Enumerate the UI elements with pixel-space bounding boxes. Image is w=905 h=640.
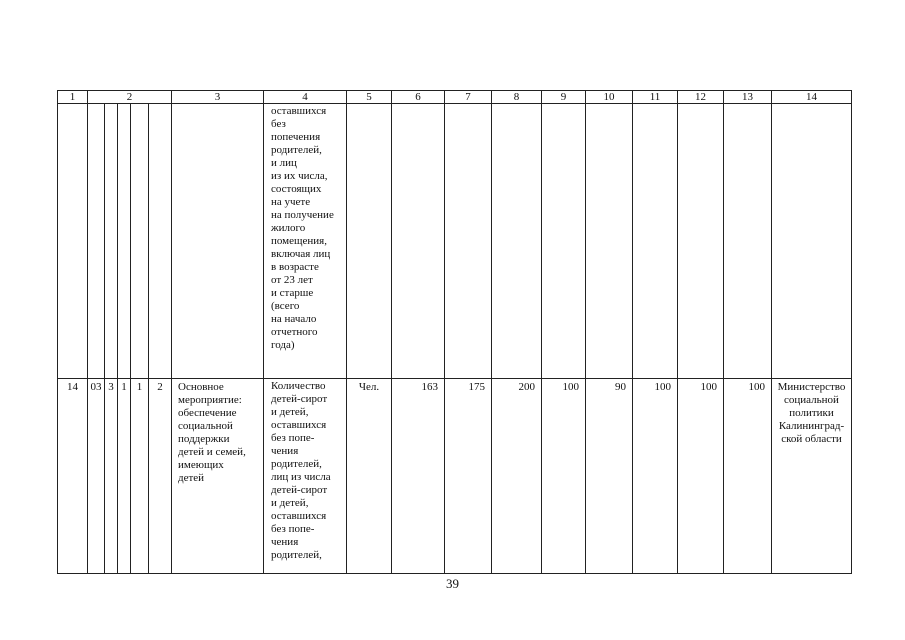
data-table bbox=[57, 90, 852, 574]
value-9: 100 bbox=[542, 379, 586, 574]
cell-code bbox=[118, 104, 131, 379]
value-8: 200 bbox=[492, 379, 542, 574]
cell-executor bbox=[772, 104, 852, 379]
cell-unit bbox=[347, 104, 392, 379]
event-cell bbox=[172, 379, 264, 574]
event-text: Основное мероприятие: обеспечение социальной поддержки детей и семей, имеющих детей bbox=[178, 381, 246, 484]
indicator-cell bbox=[264, 104, 347, 379]
cell-code bbox=[131, 104, 149, 379]
header-cell-14: 14 bbox=[772, 91, 852, 104]
code-4: 1 bbox=[131, 379, 149, 574]
indicator-text: Количество детей-сирот и детей, оставшихся без попе- чения родителей, лиц из числа детей-сирот и детей, оставшихся без попе- чения родителей, bbox=[271, 380, 331, 561]
executor-text: Министерство социальной политики Калининград- ской области bbox=[777, 381, 846, 445]
value-10: 90 bbox=[586, 379, 633, 574]
header-cell-12: 12 bbox=[678, 91, 724, 104]
executor-cell bbox=[772, 379, 852, 574]
cell-value bbox=[678, 104, 724, 379]
cell-event bbox=[172, 104, 264, 379]
header-cell-1: 1 bbox=[58, 91, 88, 104]
code-1: 03 bbox=[88, 379, 105, 574]
cell-value bbox=[724, 104, 772, 379]
header-cell-10: 10 bbox=[586, 91, 633, 104]
cell-code bbox=[88, 104, 105, 379]
value-13: 100 bbox=[724, 379, 772, 574]
header-cell-5: 5 bbox=[347, 91, 392, 104]
code-5: 2 bbox=[149, 379, 172, 574]
cell-num bbox=[58, 104, 88, 379]
cell-value bbox=[633, 104, 678, 379]
header-cell-9: 9 bbox=[542, 91, 586, 104]
table-row-continued bbox=[58, 104, 852, 379]
header-cell-3: 3 bbox=[172, 91, 264, 104]
cell-code bbox=[149, 104, 172, 379]
table-row-main bbox=[58, 379, 852, 574]
header-cell-6: 6 bbox=[392, 91, 445, 104]
value-7: 175 bbox=[445, 379, 492, 574]
value-6: 163 bbox=[392, 379, 445, 574]
cell-value bbox=[392, 104, 445, 379]
cell-value bbox=[445, 104, 492, 379]
header-cell-13: 13 bbox=[724, 91, 772, 104]
value-12: 100 bbox=[678, 379, 724, 574]
header-cell-7: 7 bbox=[445, 91, 492, 104]
header-cell-11: 11 bbox=[633, 91, 678, 104]
unit-cell: Чел. bbox=[347, 379, 392, 574]
header-cell-8: 8 bbox=[492, 91, 542, 104]
cell-value bbox=[586, 104, 633, 379]
header-row bbox=[58, 91, 852, 104]
code-3: 1 bbox=[118, 379, 131, 574]
cell-code bbox=[105, 104, 118, 379]
header-cell-4: 4 bbox=[264, 91, 347, 104]
header-cell-2: 2 bbox=[88, 91, 172, 104]
cell-value bbox=[542, 104, 586, 379]
page-number: 39 bbox=[446, 576, 459, 591]
code-2: 3 bbox=[105, 379, 118, 574]
cell-value bbox=[492, 104, 542, 379]
value-11: 100 bbox=[633, 379, 678, 574]
row-number: 14 bbox=[58, 379, 88, 574]
indicator-cell bbox=[264, 379, 347, 574]
indicator-text: оставшихся без попечения родителей, и лиц из их числа, состоящих на учете на получение жилого помещения, включая лиц в возрасте от 23 лет и старше (всего на начало отчетного года) bbox=[271, 105, 334, 351]
